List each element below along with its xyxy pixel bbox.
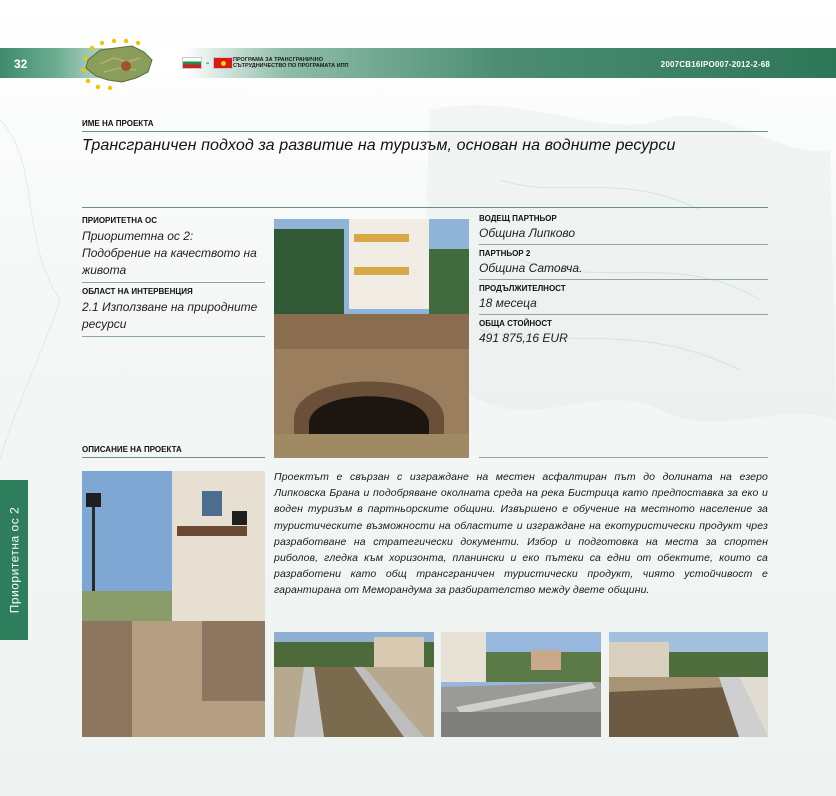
side-tab (0, 480, 28, 640)
bridge-photo (274, 219, 469, 458)
duration-value: 18 месеца (479, 296, 537, 310)
project-info-right (479, 214, 768, 346)
description-text: Проектът е свързан с изграждане на местен асфалтиран път до долината на езеро Липковска Брана и подобряване околната среда на река Бистрица като предпоставка за еко и воден туризъм в партньорските общини. Извършено е обучение на местното население за туристическите възможности на областите и изграждане на екотуристически продукт чрез разработване на стратегически документи. Избор и подготовка на места за спортен риболов, гледка към хоризонта, планински и еко пътеки са едни от обектите, които са разработени като общ трансграничен туристически продукт, чиято устойчивост е гарантирана от Меморандума за разбирателство между двете общини. (274, 471, 768, 597)
divider (479, 244, 768, 245)
flag-separator: - (206, 57, 210, 69)
lead-partner-value: Община Липково (479, 226, 576, 240)
divider (82, 131, 768, 132)
total-value-label: ОБЩА СТОЙНОСТ (479, 319, 552, 328)
divider (479, 457, 768, 458)
partner2-label: ПАРТНЬОР 2 (479, 249, 531, 258)
road-bridge-photo (441, 632, 601, 737)
divider (479, 314, 768, 315)
programme-title: ПРОГРАМА ЗА ТРАНСГРАНИЧНО СЪТРУДНИЧЕСТВО ПО ПРОГРАМАТА ИПП (233, 57, 349, 69)
partner2-value: Община Сатовча. (479, 261, 583, 275)
divider (82, 282, 265, 283)
eu-stars-map-logo (80, 38, 160, 90)
total-value-value: 491 875,16 EUR (479, 331, 568, 345)
priority-axis-value: Приоритетна ос 2: Подобрение на качеството на живота (82, 229, 257, 277)
project-title: Трансграничен подход за развитие на туризъм, основан на водните ресурси (82, 137, 676, 154)
river-walkway-photo (609, 632, 768, 737)
project-info-left (82, 216, 265, 341)
description-label: ОПИСАНИЕ НА ПРОЕКТА (82, 445, 182, 454)
project-name-label: ИМЕ НА ПРОЕКТА (82, 119, 154, 128)
bulgaria-flag-icon (182, 57, 202, 69)
priority-axis-label: ПРИОРИТЕТНА ОС (82, 216, 158, 225)
divider (479, 279, 768, 280)
side-tab-label: Приоритетна ос 2 (7, 506, 22, 614)
lead-partner-label: ВОДЕЩ ПАРТНЬОР (479, 214, 557, 223)
divider (82, 207, 768, 208)
street-photo (82, 471, 265, 737)
intervention-value: 2.1 Използване на природните ресурси (82, 300, 258, 331)
project-code: 2007CB16IPO007-2012-2-68 (660, 60, 770, 69)
page-number: 32 (14, 57, 28, 71)
river-channel-photo (274, 632, 434, 737)
divider (82, 457, 265, 458)
duration-label: ПРОДЪЛЖИТЕЛНОСТ (479, 284, 566, 293)
macedonia-flag-icon (213, 57, 233, 69)
divider (82, 336, 265, 337)
intervention-label: ОБЛАСТ НА ИНТЕРВЕНЦИЯ (82, 287, 193, 296)
partner-flags (182, 57, 233, 69)
